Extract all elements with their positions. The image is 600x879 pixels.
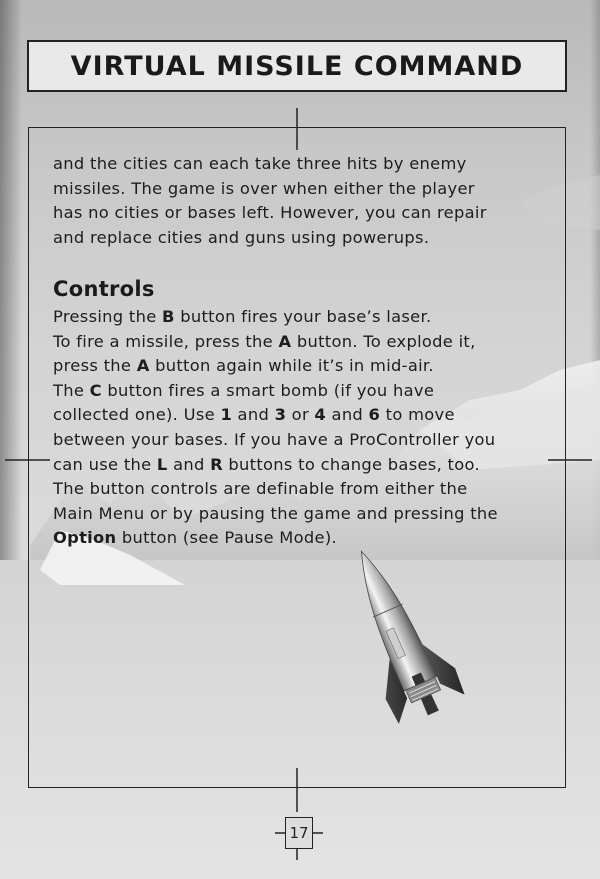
body-text (53, 152, 553, 551)
controls-line: between your bases. If you have a ProController you (53, 429, 496, 449)
intro-line: and the cities can each take three hits by enemy (53, 154, 467, 173)
controls-line: collected one). Use 1 and 3 or 4 and 6 to move (53, 405, 455, 425)
intro-line: missiles. The game is over when either the player (53, 178, 475, 198)
controls-line: Option button (see Pause Mode). (53, 528, 337, 548)
controls-line: To fire a missile, press the A button. To explode it, (53, 331, 476, 351)
page-number: 17 (285, 817, 313, 849)
controls-line: The button controls are definable from either the (53, 479, 468, 499)
intro-line: has no cities or bases left. However, you can repair (53, 203, 487, 223)
controls-heading: Controls (53, 277, 155, 302)
page-title: VIRTUAL MISSILE COMMAND (70, 50, 524, 82)
controls-line: can use the L and R buttons to change bases, too. (53, 454, 480, 474)
controls-line: Main Menu or by pausing the game and pressing the (53, 503, 498, 523)
controls-line: Pressing the B button fires your base’s laser. (53, 306, 432, 326)
rocket-illustration (340, 538, 470, 738)
intro-line: and replace cities and guns using powerups. (53, 227, 430, 247)
controls-line: The C button fires a smart bomb (if you have (53, 380, 435, 400)
controls-line: press the A button again while it’s in mid-air. (53, 356, 434, 376)
